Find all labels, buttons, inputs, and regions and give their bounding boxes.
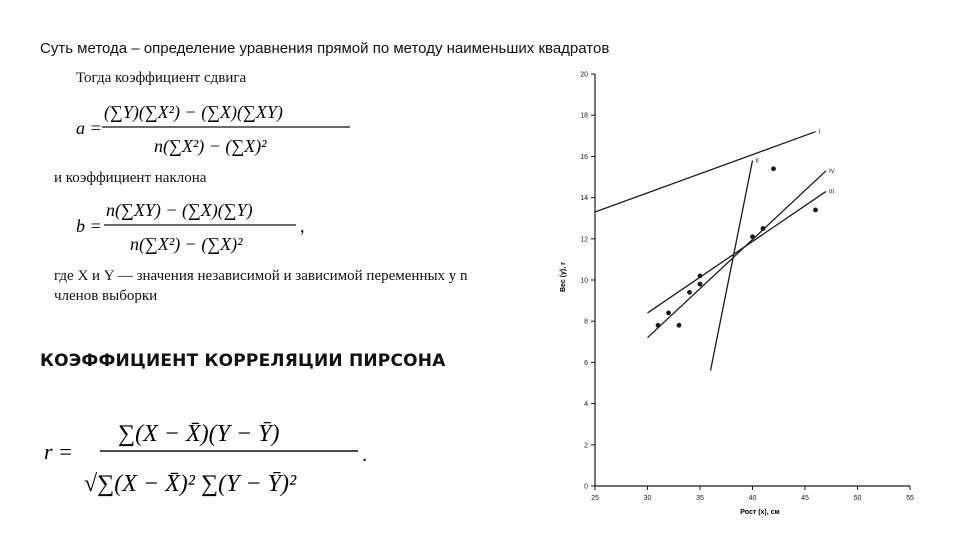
regression-line-iv <box>648 171 827 338</box>
formula-r <box>40 405 380 510</box>
variables-description-line1: где X и Y — значения независимой и зависимой переменных у n <box>54 268 468 284</box>
slide-title: Суть метода – определение уравнения прямой по методу наименьших квадратов <box>40 40 610 57</box>
regression-line-iii <box>648 191 827 313</box>
formula-b-denominator: n(∑X²) − (∑X)² <box>130 234 243 254</box>
chart-axes <box>591 74 910 490</box>
formula-r-numerator: ∑(X − X̄)(Y − Ȳ) <box>118 421 280 447</box>
data-point <box>813 208 818 213</box>
y-tick-label: 16 <box>580 153 588 161</box>
formula-r-denominator: √∑(X − X̄)² ∑(Y − Ȳ)² <box>84 471 297 497</box>
formula-r-period: . <box>362 444 367 466</box>
data-point <box>666 311 671 316</box>
x-axis-label: Рост (x), см <box>740 509 780 516</box>
data-point <box>687 290 692 295</box>
y-tick-label: 4 <box>584 401 588 409</box>
variables-description-line2: членов выборки <box>54 288 158 304</box>
x-tick-label: 35 <box>696 495 704 502</box>
formula-a-lhs: a = <box>76 118 102 138</box>
x-tick-label: 45 <box>801 495 809 502</box>
formula-b-numerator: n(∑XY) − (∑X)(∑Y) <box>106 200 253 220</box>
shift-coefficient-label: Тогда коэффициент сдвига <box>76 70 247 86</box>
y-tick-label: 2 <box>584 442 588 450</box>
regression-line-label-iii: III <box>829 189 835 196</box>
pearson-heading: КОЭФФИЦИЕНТ КОРРЕЛЯЦИИ ПИРСОНА <box>40 351 446 371</box>
data-point <box>698 282 703 287</box>
regression-line-i <box>595 132 816 212</box>
formula-b <box>74 192 324 264</box>
y-axis-label: Вес (y), г <box>560 261 567 293</box>
x-tick-label: 25 <box>591 495 599 502</box>
y-tick-label: 6 <box>584 359 588 367</box>
regression-lines <box>595 130 835 371</box>
data-point <box>698 273 703 278</box>
regression-chart <box>555 62 927 524</box>
data-point <box>677 323 682 328</box>
data-point <box>771 166 776 171</box>
formula-a-numerator: (∑Y)(∑X²) − (∑X)(∑XY) <box>104 102 283 122</box>
formula-r-lhs: r = <box>44 439 73 464</box>
slope-coefficient-label: и коэффициент наклона <box>54 170 207 186</box>
y-tick-label: 18 <box>580 112 588 120</box>
formula-b-comma: , <box>300 216 305 236</box>
formula-b-lhs: b = <box>76 216 102 236</box>
regression-line-label-iv: IV <box>829 168 835 175</box>
y-tick-label: 10 <box>580 277 588 285</box>
x-tick-label: 30 <box>643 495 652 502</box>
y-tick-label: 8 <box>584 318 588 326</box>
x-tick-labels <box>591 495 914 502</box>
data-point <box>656 323 661 328</box>
x-tick-label: 50 <box>853 495 862 502</box>
data-point <box>761 226 766 231</box>
data-point <box>750 234 755 239</box>
formula-a <box>74 92 364 164</box>
formula-a-denominator: n(∑X²) − (∑X)² <box>154 136 267 156</box>
x-tick-label: 55 <box>906 495 914 502</box>
x-tick-label: 40 <box>748 495 757 502</box>
regression-line-label-ii: II <box>755 158 759 165</box>
data-points <box>656 166 818 327</box>
y-tick-label: 20 <box>580 71 588 79</box>
y-tick-label: 14 <box>580 195 588 203</box>
y-tick-label: 12 <box>580 236 588 244</box>
regression-line-label-i: I <box>818 129 821 136</box>
y-tick-labels <box>580 72 588 491</box>
y-tick-label: 0 <box>584 483 588 491</box>
